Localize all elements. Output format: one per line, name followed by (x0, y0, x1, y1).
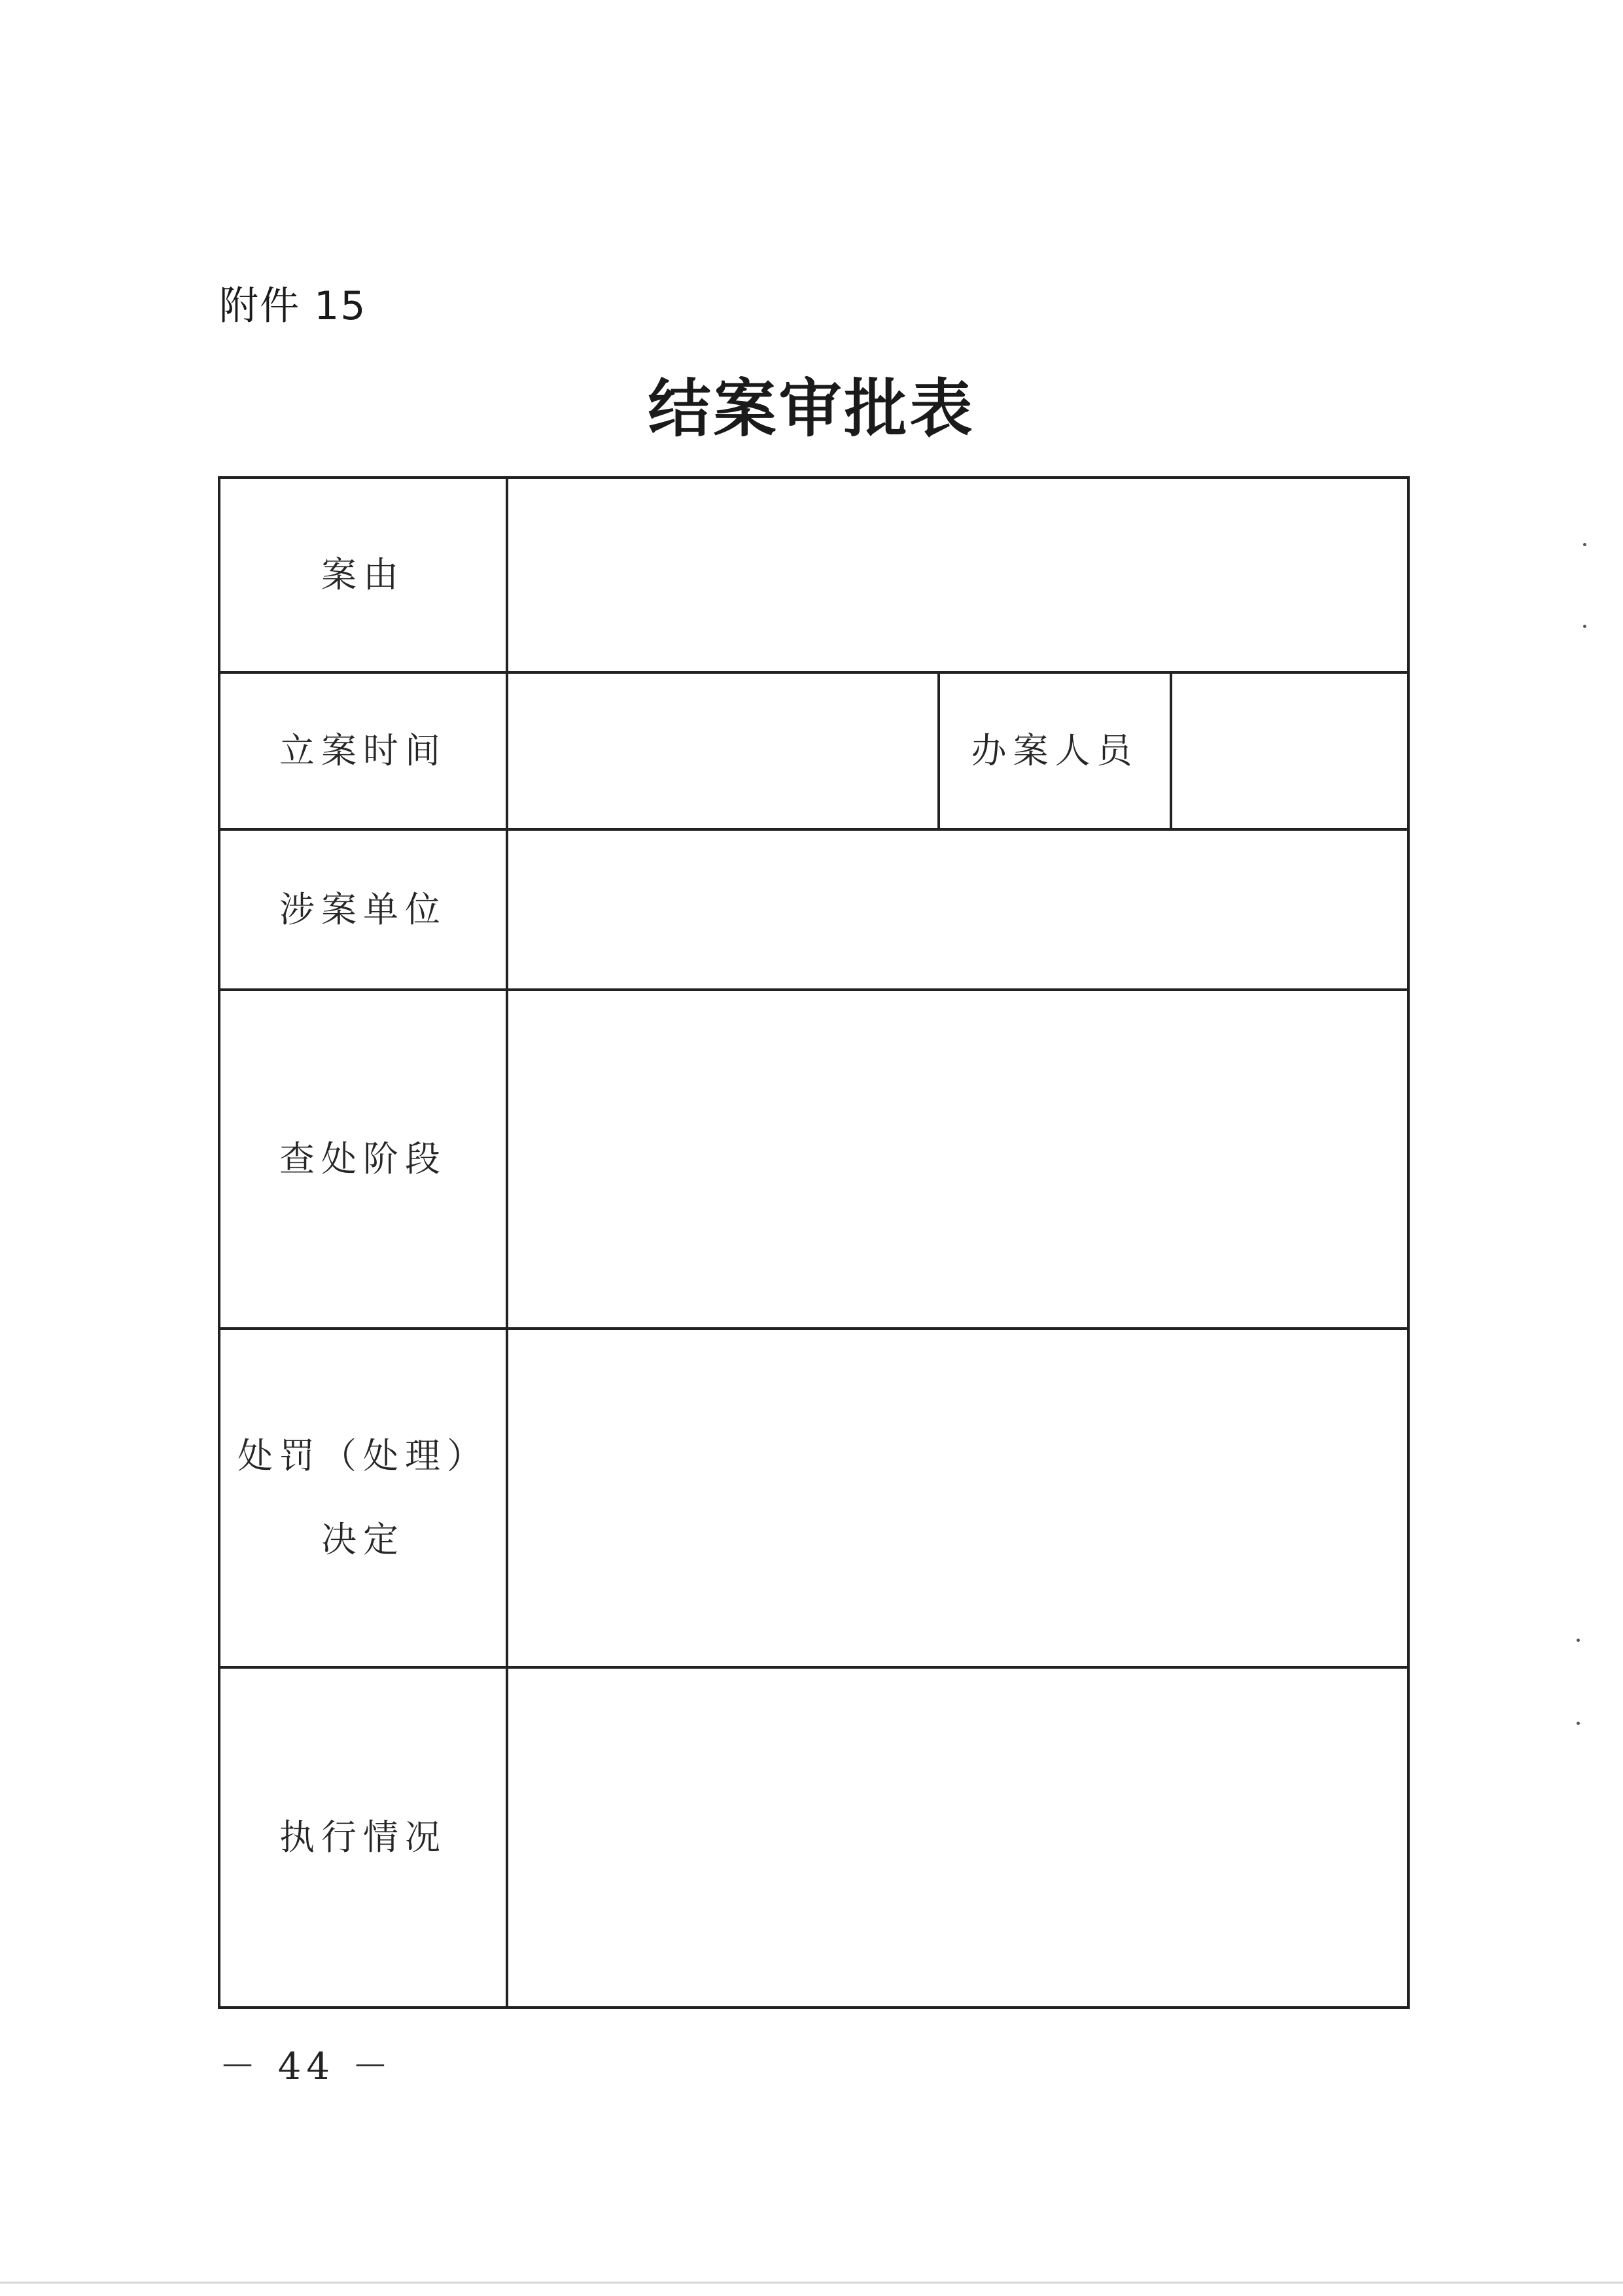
approval-form-table (218, 476, 1410, 2009)
penalty-decision-label (219, 1329, 507, 1667)
scan-speck (1583, 625, 1586, 628)
case-cause-label: 案由 (219, 478, 507, 672)
case-cause-field[interactable] (507, 478, 1408, 672)
scan-speck (1577, 1639, 1580, 1642)
execution-status-field[interactable] (507, 1667, 1408, 2008)
involved-unit-label: 涉案单位 (219, 829, 507, 990)
document-title: 结案审批表 (648, 372, 975, 445)
execution-status-label: 执行情况 (219, 1667, 507, 2008)
row-filing-time (219, 672, 1408, 829)
row-execution-status (219, 1667, 1408, 2008)
attachment-label: 附件 15 (219, 283, 367, 329)
filing-time-label: 立案时间 (219, 672, 507, 829)
scan-speck (1577, 1722, 1580, 1725)
row-penalty-decision (219, 1329, 1408, 1667)
row-case-cause (219, 478, 1408, 672)
scan-bottom-edge (0, 2282, 1623, 2284)
penalty-decision-label-line2: 决定 (321, 1519, 405, 1560)
filing-time-field[interactable] (507, 672, 939, 829)
investigation-stage-label: 查处阶段 (219, 990, 507, 1329)
involved-unit-field[interactable] (507, 829, 1408, 990)
penalty-decision-field[interactable] (507, 1329, 1408, 1667)
row-investigation-stage (219, 990, 1408, 1329)
penalty-decision-label-line1: 处罚（处理） (237, 1435, 489, 1476)
handler-label: 办案人员 (939, 672, 1171, 829)
handler-field[interactable] (1171, 672, 1408, 829)
row-involved-unit (219, 829, 1408, 990)
investigation-stage-field[interactable] (507, 990, 1408, 1329)
page-number: － 44 － (219, 2045, 394, 2088)
scan-speck (1583, 543, 1586, 546)
